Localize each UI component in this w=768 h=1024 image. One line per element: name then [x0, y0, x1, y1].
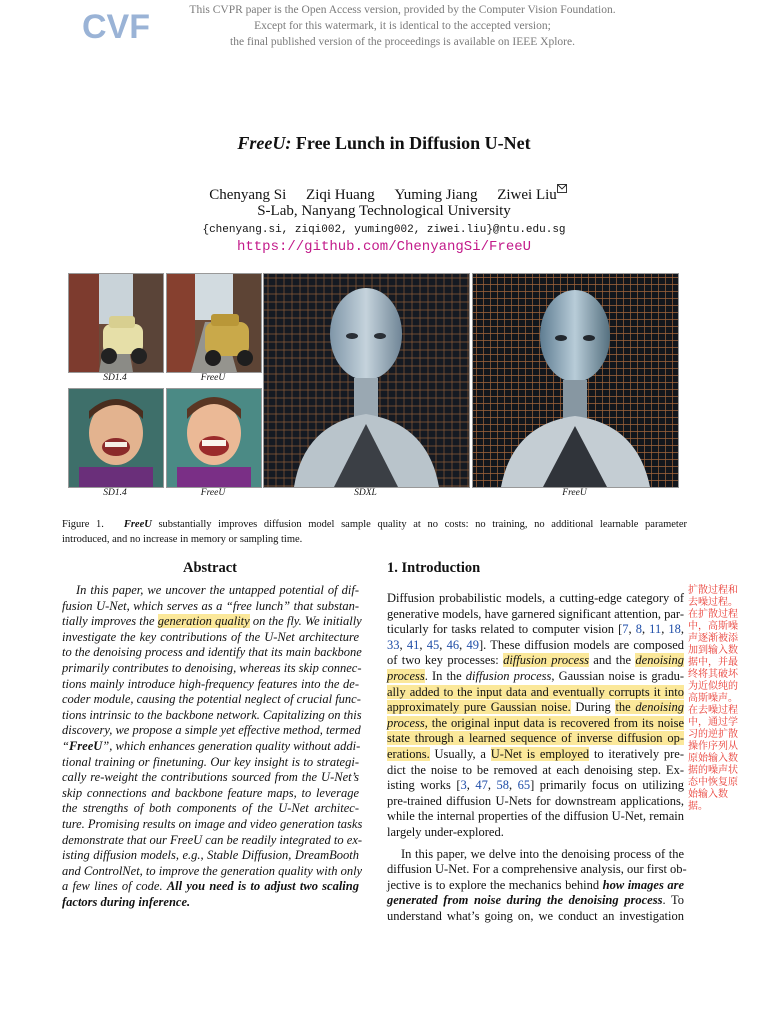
highlight: erations.: [387, 746, 430, 761]
intro-line: [387, 878, 684, 894]
intro-line: In this paper, we delve into the denoising process of the: [401, 846, 684, 861]
figure-image-car-sd14: [68, 273, 164, 373]
author-name: Yuming Jiang: [394, 187, 478, 203]
intro-text: ,: [509, 778, 518, 793]
intro-text: . To: [662, 893, 684, 908]
annotation-line: 在扩散过程: [688, 609, 738, 620]
intro-line: dict the noise to be removed at each denoising step. Ex-: [387, 762, 684, 777]
citation-link[interactable]: 49: [466, 637, 479, 652]
highlight: generation quality: [157, 614, 250, 629]
intro-text: ]. These diffusion models are composed: [479, 637, 685, 652]
abstract-body: [62, 583, 363, 910]
citation-link[interactable]: 45: [426, 637, 440, 652]
intro-text: ,: [399, 637, 407, 652]
annotation-line: 在去噪过程: [688, 705, 738, 716]
highlight: denoising: [635, 700, 684, 715]
intro-line: [387, 622, 684, 638]
caption-prefix: Figure 1.: [62, 519, 104, 530]
figure-image-robot-sdxl: [263, 273, 470, 488]
intro-line: [387, 638, 684, 654]
abstract-line: primarily contributes to denoising, whereas its skip connec-: [62, 660, 362, 675]
author-name: Ziwei Liu: [497, 187, 557, 203]
paper-title: [0, 133, 768, 154]
figure-image-robot-freeu: [472, 273, 679, 488]
affiliation: S-Lab, Nanyang Technological University: [257, 203, 511, 219]
abstract-line: isting diffusion models, e.g., Stable Diffusion, DreamBooth: [62, 848, 359, 863]
intro-text: ,: [466, 778, 476, 793]
annotation-line: 据中，并最: [688, 657, 738, 668]
intro-bold: how images are: [602, 877, 684, 892]
intro-text: ,: [628, 622, 636, 637]
intro-line: [387, 700, 684, 716]
highlight: state through a learned sequence of inverse diffusion op-: [387, 731, 684, 746]
annotation-line: 声逐渐被添: [688, 633, 738, 644]
author-list: [0, 184, 768, 204]
abstract-text: on the fly. We initially: [249, 614, 362, 629]
abstract-text: “: [62, 738, 69, 753]
abstract-line: skip connections and backbone feature maps, to leverage: [62, 785, 359, 800]
intro-line: largely under-explored.: [387, 824, 504, 839]
watermark-line: the final published version of the proceedings is available on IEEE Xplore.: [230, 36, 575, 48]
intro-text: isting works [: [387, 778, 461, 793]
abstract-line: and ControlNet, to improve the generation quality with only: [62, 863, 363, 878]
intro-body: [387, 591, 687, 924]
highlight: U-Net is employed: [490, 746, 590, 761]
figure-label: SDXL: [354, 488, 377, 498]
annotation-line: 操作序列从: [688, 741, 738, 752]
intro-line: [387, 669, 684, 685]
annotation-line: 原始输入数: [688, 753, 738, 764]
intro-text: ,: [680, 622, 685, 637]
intro-text: ,: [419, 637, 427, 652]
figure-image-boy-freeu: [166, 388, 262, 488]
annotation-line: 扩散过程和: [688, 585, 738, 596]
figure-image-car-freeu: [166, 273, 262, 373]
intro-heading: 1. Introduction: [387, 560, 481, 576]
highlight: approximately pure Gaussian noise.: [387, 700, 571, 715]
abstract-line: In this paper, we uncover the untapped potential of dif-: [76, 583, 359, 597]
abstract-heading: Abstract: [183, 560, 237, 576]
abstract-text: a few lines of code.: [62, 879, 167, 894]
caption-text: substantially improves diffusion model sample quality at no costs: no training, no additional learnable parameter: [158, 519, 688, 530]
citation-link[interactable]: 18: [668, 622, 681, 637]
intro-text: ,: [641, 622, 650, 637]
annotation-line: 去噪过程。: [688, 597, 738, 608]
figure-label: FreeU: [562, 488, 587, 498]
intro-text: , Gaussian noise is gradu-: [551, 668, 685, 683]
highlight: the: [615, 700, 636, 715]
intro-line: pre-trained diffusion U-Nets for downstream applications,: [387, 793, 684, 808]
highlight: diffusion process: [503, 653, 589, 668]
caption-line: [62, 517, 687, 532]
intro-text: . In the: [424, 668, 466, 683]
intro-text: During: [570, 700, 616, 715]
citation-link[interactable]: 46: [446, 637, 460, 652]
citation-link[interactable]: 8: [635, 622, 642, 637]
intro-line: [387, 731, 684, 747]
highlight: denoising: [635, 653, 684, 668]
watermark-line: This CVPR paper is the Open Access version, provided by the Computer Vision Foundation.: [189, 4, 616, 16]
intro-line: [387, 747, 684, 763]
intro-text: ,: [439, 637, 447, 652]
intro-text: Usually, a: [429, 746, 491, 761]
intro-text: to iteratively pre-: [589, 746, 684, 761]
highlight: process: [387, 715, 425, 730]
abstract-line: to the denoising process and identify that its main backbone: [62, 645, 362, 660]
intro-text: ,: [487, 778, 497, 793]
annotation-line: 态中恢复原: [688, 777, 738, 788]
citation-link[interactable]: 33: [387, 637, 400, 652]
cvf-logo-text: CVF: [82, 8, 150, 46]
highlight: ally added to the input data and eventually corrupts it into: [387, 684, 684, 699]
abstract-line: [62, 739, 359, 755]
intro-text: jective is to explore the mechanics behind: [387, 877, 603, 892]
intro-text: ] primarily focus on utilizing: [530, 778, 685, 793]
intro-line: understand what’s going on, we conduct an investigation: [387, 908, 684, 923]
abstract-line: fusion U-Net, which serves as a “free lunch” that substan-: [62, 598, 359, 613]
title-prefix: FreeU:: [237, 133, 292, 153]
caption-line: introduced, and no increase in memory or sampling time.: [62, 534, 303, 545]
citation-link[interactable]: 65: [517, 778, 531, 793]
abstract-line: investigate the key contributions of the U-Net architecture: [62, 629, 359, 644]
citation-link[interactable]: 3: [460, 778, 467, 793]
annotation-line: 中，通过学: [688, 717, 738, 728]
figure-label: SD1.4: [103, 488, 127, 498]
citation-link[interactable]: 47: [475, 778, 488, 793]
intro-line: [387, 653, 684, 669]
highlight: process: [387, 668, 425, 683]
annotation-line: 加到输入数: [688, 645, 738, 656]
abstract-text: tially improves the: [62, 614, 158, 629]
intro-line: [387, 778, 684, 794]
annotation-line: 高斯噪声。: [688, 693, 738, 704]
abstract-line: demonstrate that our FreeU can be readily integrated to ex-: [62, 832, 363, 847]
abstract-line: [62, 614, 362, 630]
intro-line: diffusion U-Net. For a comprehensive analysis, our first ob-: [387, 862, 687, 877]
intro-bold: generated from noise during the denoising process: [387, 893, 663, 908]
annotation-line: 习的逆扩散: [688, 729, 738, 740]
intro-line: [387, 685, 684, 701]
abstract-text: ”, which enhances generation quality without addi-: [102, 738, 361, 753]
abstract-line: tions intrinsic to the backbone network. Capitalizing on this: [62, 707, 362, 722]
intro-text: ticularly for tasks related to computer vision [: [387, 622, 623, 637]
title-rest: Free Lunch in Diffusion U-Net: [295, 133, 531, 153]
abstract-line: tional training or finetuning. Our key insight is to strategi-: [62, 754, 359, 769]
author-name: Ziqi Huang: [306, 187, 375, 203]
annotation-line: 始输入数: [688, 789, 728, 800]
caption-name: FreeU: [123, 519, 152, 530]
envelope-icon: [557, 184, 567, 193]
abstract-line: factors during inference.: [62, 894, 191, 909]
watermark: [150, 2, 655, 50]
annotation-line: 中，高斯噪: [688, 621, 738, 632]
author-emails: {chenyang.si, ziqi002, yuming002, ziwei.liu}@ntu.edu.sg: [202, 224, 566, 236]
github-link[interactable]: https://github.com/ChenyangSi/FreeU: [236, 239, 532, 255]
intro-italic: diffusion process: [465, 668, 552, 683]
citation-link[interactable]: 41: [406, 637, 420, 652]
abstract-line: cally re-weight the contributions sourced from the U-Net’s: [62, 770, 359, 785]
abstract-line: coder module, causing the potential neglect of crucial func-: [62, 692, 361, 707]
highlight: , the original input data is recovered from its noise: [424, 715, 684, 730]
intro-line: generative models, have garnered significant attention, par-: [387, 606, 684, 621]
figure-label: FreeU: [200, 373, 226, 383]
annotation-line: 据的噪声状: [688, 765, 738, 776]
intro-text: and the: [588, 653, 636, 668]
intro-line: [387, 893, 684, 909]
abstract-line: ture. Promising results on image and video generation tasks: [62, 816, 363, 831]
abstract-line: the strengths of both components of the U-Net architec-: [62, 801, 359, 816]
method-name: FreeU: [68, 738, 103, 753]
intro-line: [387, 716, 684, 732]
intro-line: Diffusion probabilistic models, a cutting-edge category of: [387, 591, 684, 605]
citation-link[interactable]: 7: [622, 622, 629, 637]
intro-text: ,: [661, 622, 669, 637]
cvf-logo: [82, 6, 150, 46]
abstract-line: tions mainly introduce high-frequency features into the de-: [62, 676, 359, 691]
annotation-line: 据。: [688, 801, 708, 812]
intro-text: ,: [459, 637, 467, 652]
margin-annotation: [688, 585, 736, 813]
abstract-line: [62, 879, 359, 895]
watermark-line: Except for this watermark, it is identical to the accepted version;: [254, 20, 551, 32]
citation-link[interactable]: 11: [649, 622, 662, 637]
figure-label: FreeU: [200, 488, 226, 498]
abstract-line: discovery, we propose a simple yet effective method, termed: [62, 723, 361, 738]
author-name: Chenyang Si: [209, 187, 287, 203]
abstract-bold: All you need is to adjust two scaling: [166, 879, 359, 894]
intro-line: while the internal properties of the diffusion U-Net, remain: [387, 809, 684, 824]
citation-link[interactable]: 58: [496, 778, 509, 793]
intro-text: of two key processes:: [387, 653, 504, 668]
annotation-line: 终将其破坏: [688, 669, 738, 680]
annotation-line: 为近似纯的: [688, 681, 738, 692]
figure-label: SD1.4: [103, 373, 127, 383]
figure-image-boy-sd14: [68, 388, 164, 488]
figure-caption: [62, 517, 687, 547]
